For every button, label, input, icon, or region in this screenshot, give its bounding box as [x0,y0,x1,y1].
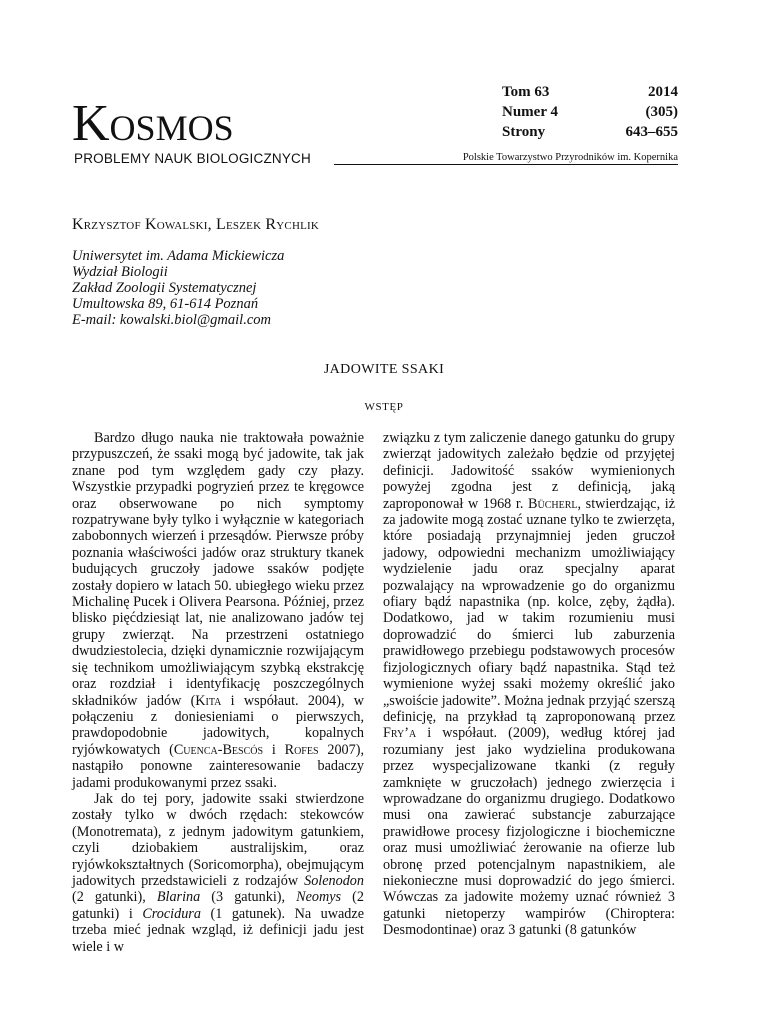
paragraph: związku z tym zaliczenie danego gatunku do grupy zwierząt jadowitych zależało będzie od przyjętej definicji. Jadowitość ssaków wymienionych powyżej zgodna jest z definicją, jaką zaproponował w 1968 r. Bücherl, stwierdzając, iż za jadowite mogą zostać uznane tylko te zwierzęta, które posiadają przynajmniej jeden gruczoł jadowy, odpowiedni mechanizm umożliwiający wydzielenie jadu oraz specjalny aparat pozwalający na wprowadzenie go do organizmu ofiary bądź napastnika (np. kolce, zęby, żądła). Dodatkowo, jad w takim rozumieniu musi doprowadzić do śmierci lub zaburzenia prawidłowego przebiegu podstawowych procesów fizjologicznych ofiary bądź napastnika. Stąd też wymienione wyżej ssaki możemy określić jako „swoiście jadowite”. Można jednak przyjąć szerszą definicję, na przykład tą zaproponowaną przez Fry’a i współaut. (2009), według której jad rozumiany jest jako wydzielina produkowana przez wyspecjalizowane tkanki (z reguły zamknięte w gruczołach) jednego zwierzęcia i wprowadzane do organizmu drugiego. Dodatkowo musi ona zawierać substancje zaburzające prawidłowe procesy fizjologiczne i biochemiczne oraz musi umożliwiać żerowanie na ofierze lub obronę przed potencjalnym napastnikiem, ale niekonieczne musi doprowadzić do jego śmierci. Wówczas za jadowite możemy uznać również 3 gatunki nietoperzy wampirów (Chiroptera: Desmodontinae) oraz 3 gatunki (8 gatunków [383,430,675,939]
issue-row [502,102,678,122]
article-title: JADOWITE SSAKI [323,362,445,377]
pages-label: Strony [502,124,546,140]
volume-label: Tom 63 [502,84,550,100]
volume-info [502,82,678,142]
citation: Bücherl [528,495,578,512]
issue-value: (305) [645,104,678,120]
genus-name: Blarina [156,889,201,906]
affiliation-line: Zakład Zoologii Systematycznej [72,280,257,296]
affiliation-line: Uniwersytet im. Adama Mickiewicza [72,248,285,264]
authors: Krzysztof Kowalski, Leszek Rychlik [72,216,320,233]
section-heading: WSTĘP [364,401,404,413]
citation: Rofes [284,741,319,758]
genus-name: Crocidura [142,905,201,922]
masthead [72,84,678,170]
affiliation-email: E-mail: kowalski.biol@gmail.com [72,312,271,328]
volume-row [502,82,678,102]
genus-name: Neomys [296,889,342,906]
text-column-left [72,430,364,955]
journal-subtitle: PROBLEMY NAUK BIOLOGICZNYCH [74,151,311,166]
pages-row [502,122,678,142]
volume-value: 2014 [648,84,678,100]
journal-logo: Kosmos [72,95,234,152]
paragraph: Bardzo długo nauka nie traktowała poważnie przypuszczeń, że ssaki mogą być jadowite, tak jak znane pod tym względem gady czy płazy. Wszystkie przypadki pogryzień przez te kręgowce oraz obserwowane po nich symptomy rozpatrywane były tylko i wyłącznie w kategoriach zabobonnych wierzeń i przesądów. Pierwsze próby poznania właściwości jadów oraz struktury tkanek budujących gruczoły jadowe ssaków podjęte zostały dopiero w latach 50. ubiegłego wieku przez Michalinę Pucek i Olivera Pearsona. Później, przez blisko pięćdziesiąt lat, nie analizowano jadów tej grupy zwierząt. Na przestrzeni ostatniego dwudziestolecia, dzięki dynamicznie rozwijającym się technikom umożliwiającym szybką ekstrakcję oraz rozdział i identyfikację poszczególnych składników jadów (Kita i współaut. 2004), w połączeniu z doniesieniami o pierwszych, prawdopodobnie jadowitych, kopalnych ryjówkowatych (Cuenca-Bescós i Rofes 2007), nastąpiło ponowne zainteresowanie badaczy jadami produkowanymi przez ssaki. [72,430,364,791]
text-column-right [383,430,675,939]
citation: Kita [195,692,222,709]
affiliation-line: Wydział Biologii [72,264,168,280]
paragraph: Jak do tej pory, jadowite ssaki stwierdzone zostały tylko w dwóch rzędach: stekowców (Monotremata), z jednym jadowitym gatunkiem, czyli dziobakiem australijskim, oraz ryjówkokształtnych (Soricomorpha), obejmującym jadowitych przedstawicieli z rodzajów Solenodon (2 gatunki), Blarina (3 gatunki), Neomys (2 gatunki) i Crocidura (1 gatunek). Na uwadze trzeba mieć jednak wzgląd, iż definicji jadu jest wiele i w [72,790,364,955]
header-rule [334,164,678,165]
affiliation-line: Umultowska 89, 61-614 Poznań [72,296,259,312]
affiliation [72,248,284,328]
citation: Fry’a [383,725,417,742]
pages-value: 643–655 [625,124,678,140]
citation: Cuenca-Bescós [173,741,264,758]
genus-name: Solenodon [304,872,364,889]
society-name: Polskie Towarzystwo Przyrodników im. Kopernika [462,152,678,163]
issue-label: Numer 4 [502,104,558,120]
